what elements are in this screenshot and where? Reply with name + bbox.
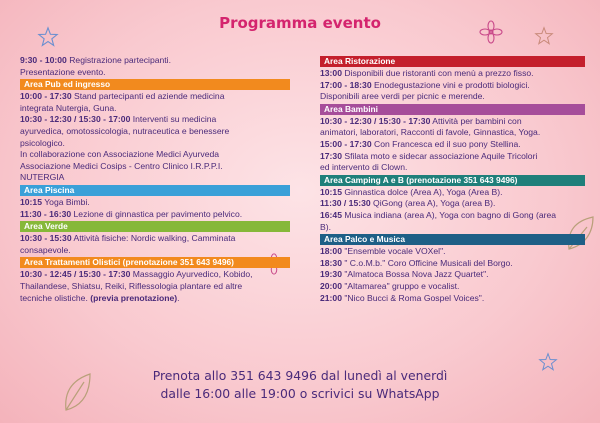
schedule-line: 10:30 - 12:30 / 15:30 - 17:00 Interventi su medicina	[20, 114, 217, 125]
star-outline-icon	[37, 26, 59, 48]
section-header-verde: Area Verde	[20, 221, 290, 232]
schedule-line: 10:30 - 12:30 / 15:30 - 17:30 Attività per bambini con	[320, 115, 522, 126]
schedule-line: ayurvedica, omotossicologia, nutraceutica e benessere	[20, 125, 230, 136]
left-column	[20, 55, 290, 304]
schedule-line: tecniche olistiche. (previa prenotazione).	[20, 292, 180, 303]
flower-outline-icon	[479, 20, 503, 44]
schedule-line: consapevole.	[20, 244, 71, 255]
schedule-line: 10:15 Yoga Bimbi.	[20, 196, 90, 207]
section-header-bambini: Area Bambini	[320, 104, 585, 115]
star-outline-icon	[534, 26, 554, 46]
schedule-line: 10:15 Ginnastica dolce (Area A), Yoga (Area B).	[320, 186, 503, 197]
schedule-line: psicologico.	[20, 137, 65, 148]
schedule-line: 10:00 - 17:30 Stand partecipanti ed aziende medicina	[20, 91, 225, 102]
section-header-musica: Area Palco e Musica	[320, 234, 585, 245]
section-header-ristorazione: Area Ristorazione	[320, 56, 585, 67]
section-header-piscina: Area Piscina	[20, 185, 290, 196]
schedule-line: 10:30 - 15:30 Attività fisiche: Nordic walking, Camminata	[20, 233, 236, 244]
schedule-line: B).	[320, 221, 331, 232]
right-column	[320, 55, 585, 304]
schedule-line: 11:30 / 15:30 QiGong (area A), Yoga (area B).	[320, 198, 496, 209]
schedule-line: 11:30 - 16:30 Lezione di ginnastica per pavimento pelvico.	[20, 208, 243, 219]
booking-line-2: dalle 16:00 alle 19:00 o scrivici su WhatsApp	[160, 386, 440, 401]
schedule-line: 18:00 "Ensemble vocale VOXel".	[320, 246, 446, 257]
schedule-line: Presentazione evento.	[20, 66, 106, 77]
schedule-line: 20:00 "Altamarea" gruppo e vocalist.	[320, 280, 460, 291]
schedule-line: Associazione Medici Cosips - Centro Clinico I.R.P.P.I.	[20, 160, 223, 171]
schedule-line: 19:30 "Almatoca Bossa Nova Jazz Quartet".	[320, 269, 489, 280]
schedule-line: ed intervento di Clown.	[320, 162, 408, 173]
schedule-line: 13:00 Disponibili due ristoranti con menù a prezzo fisso.	[320, 68, 534, 78]
schedule-line: 17:30 Sfilata moto e sidecar associazione Aquile Tricolori	[320, 150, 538, 161]
schedule-line: animatori, laboratori, Racconti di favole, Ginnastica, Yoga.	[320, 127, 541, 138]
schedule-line: 16:45 Musica indiana (area A), Yoga con bagno di Gong (area	[320, 209, 557, 220]
booking-line-1: Prenota allo 351 643 9496 dal lunedì al venerdì	[152, 368, 448, 383]
schedule-line: 21:00 "Nico Bucci & Roma Gospel Voices".	[320, 292, 485, 303]
schedule-line: In collaborazione con Associazione Medici Ayurveda	[20, 149, 220, 160]
schedule-line: Disponibili aree verdi per picnic e merende.	[320, 91, 485, 102]
schedule-line: 18:30 " C.o.M.b." Coro Officine Musicali del Borgo.	[320, 257, 513, 268]
section-header-camping: Area Camping A e B (prenotazione 351 643 9496)	[320, 175, 585, 186]
section-header-olistici: Area Trattamenti Olistici (prenotazione 351 643 9496)	[20, 257, 290, 268]
section-header-pub: Area Pub ed ingresso	[20, 79, 290, 90]
schedule-line: 10:30 - 12:45 / 15:30 - 17:30 Massaggio Ayurvedico, Kobido,	[20, 269, 253, 280]
schedule-line: 15:00 - 17:30 Con Francesca ed il suo pony Stellina.	[320, 138, 521, 149]
page-title: Programma evento	[219, 14, 381, 32]
schedule-line: 9:30 - 10:00 Registrazione partecipanti.	[20, 55, 171, 65]
schedule-line: Thailandese, Shiatsu, Reiki, Riflessologia plantare ed altre	[20, 280, 243, 291]
schedule-line: NUTERGIA	[20, 172, 65, 183]
booking-footer	[0, 367, 600, 403]
schedule-line: integrata Nutergia, Guna.	[20, 102, 117, 113]
schedule-line: 17:00 - 18:30 Enodegustazione vini e prodotti biologici.	[320, 79, 530, 90]
